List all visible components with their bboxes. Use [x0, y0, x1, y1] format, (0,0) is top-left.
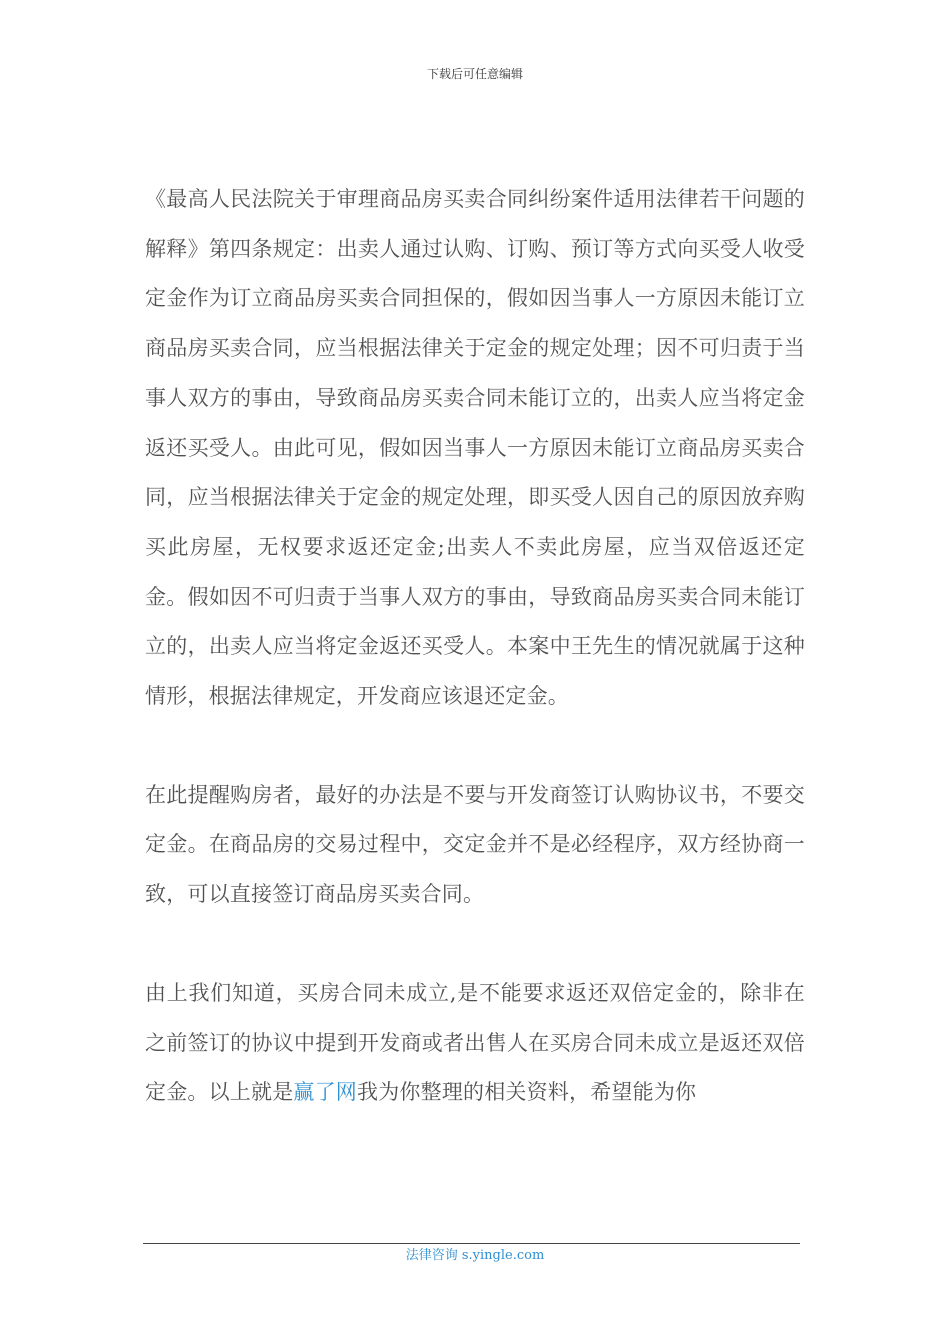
yingle-link[interactable]: 赢了网 — [293, 1080, 358, 1105]
paragraph-3-text-before: 由上我们知道，买房合同未成立,是不能要求返还双倍定金的，除非在之前签订的协议中提到开发商或者出售人在买房合同未成立是返还双倍定金。以上就是 — [145, 980, 805, 1105]
page-footer-link[interactable]: 法律咨询 s.yingle.com — [405, 1248, 545, 1263]
paragraph-3-text-after: 我为你整理的相关资料，希望能为你 — [357, 1080, 697, 1105]
paragraph-1: 《最高人民法院关于审理商品房买卖合同纠纷案件适用法律若干问题的解释》第四条规定：出卖人通过认购、订购、预订等方式向买受人收受定金作为订立商品房买卖合同担保的，假如因当事人一方原因未能订立商品房买卖合同，应当根据法律关于定金的规定处理；因不可归责于当事人双方的事由，导致商品房买卖合同未能订立的，出卖人应当将定金返还买受人。由此可见，假如因当事人一方原因未能订立商品房买卖合同，应当根据法律关于定金的规定处理，即买受人因自己的原因放弃购买此房屋，无权要求返还定金;出卖人不卖此房屋，应当双倍返还定金。假如因不可归责于当事人双方的事由，导致商品房买卖合同未能订立的，出卖人应当将定金返还买受人。本案中王先生的情况就属于这种情形，根据法律规定，开发商应该退还定金。 — [145, 187, 805, 709]
page-header: 下载后可任意编辑 — [426, 67, 523, 81]
paragraph-3 — [145, 969, 805, 1118]
paragraph-2: 在此提醒购房者，最好的办法是不要与开发商签订认购协议书，不要交定金。在商品房的交易过程中，交定金并不是必经程序，双方经协商一致，可以直接签订商品房买卖合同。 — [145, 782, 805, 907]
document-body — [145, 175, 805, 1118]
footer-divider — [143, 1243, 800, 1244]
